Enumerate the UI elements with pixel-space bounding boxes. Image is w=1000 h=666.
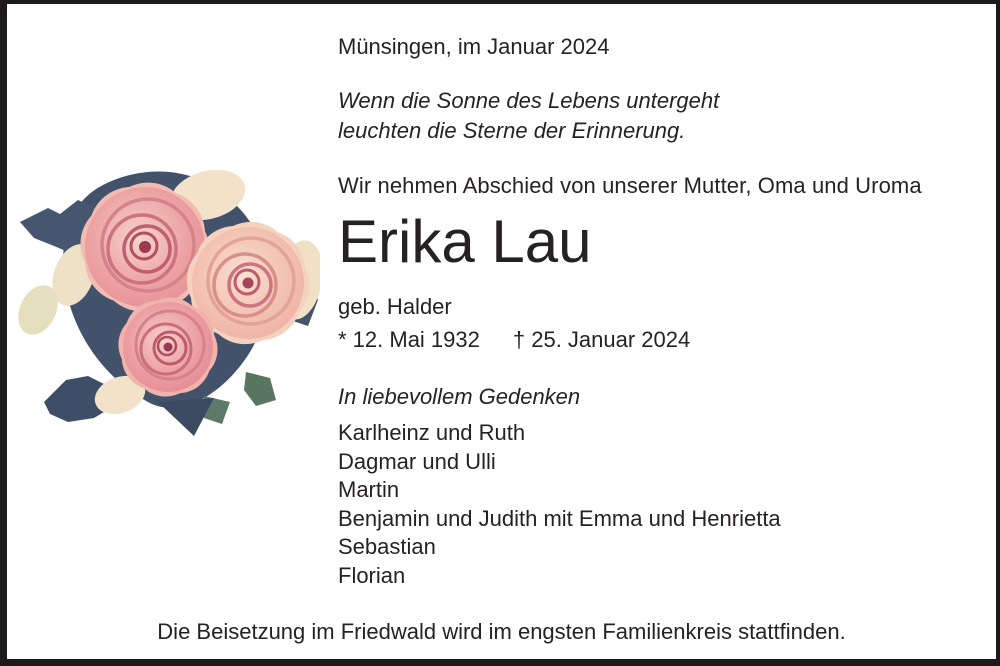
mourning-heading: In liebevollem Gedenken <box>338 384 581 409</box>
maiden-name: geb. Halder <box>338 294 452 319</box>
deceased-name: Erika Lau <box>338 208 592 275</box>
epigraph <box>338 86 719 146</box>
life-dates <box>338 326 690 354</box>
mourner-line: Karlheinz und Ruth <box>338 420 526 445</box>
dateline: Münsingen, im Januar 2024 <box>338 34 610 59</box>
roses-photo-icon <box>8 150 320 442</box>
mourner-line: Martin <box>338 477 400 502</box>
intro-line: Wir nehmen Abschied von unserer Mutter, Oma und Uroma <box>338 173 922 198</box>
death-date: † 25. Januar 2024 <box>512 327 691 352</box>
mourner-line: Benjamin und Judith mit Emma und Henrietta <box>338 505 781 531</box>
mourner-line: Florian <box>338 562 406 588</box>
funeral-info: Die Beisetzung im Friedwald wird im engsten Familienkreis stattfinden. <box>157 619 846 644</box>
mourner-line: Dagmar und Ulli <box>338 448 496 474</box>
birth-date: * 12. Mai 1932 <box>338 327 480 352</box>
mourner-line: Sebastian <box>338 534 436 559</box>
mourners-list <box>338 419 781 590</box>
epigraph-line-2: leuchten die Sterne der Erinnerung. <box>338 118 686 143</box>
epigraph-line-1: Wenn die Sonne des Lebens untergeht <box>338 88 720 113</box>
